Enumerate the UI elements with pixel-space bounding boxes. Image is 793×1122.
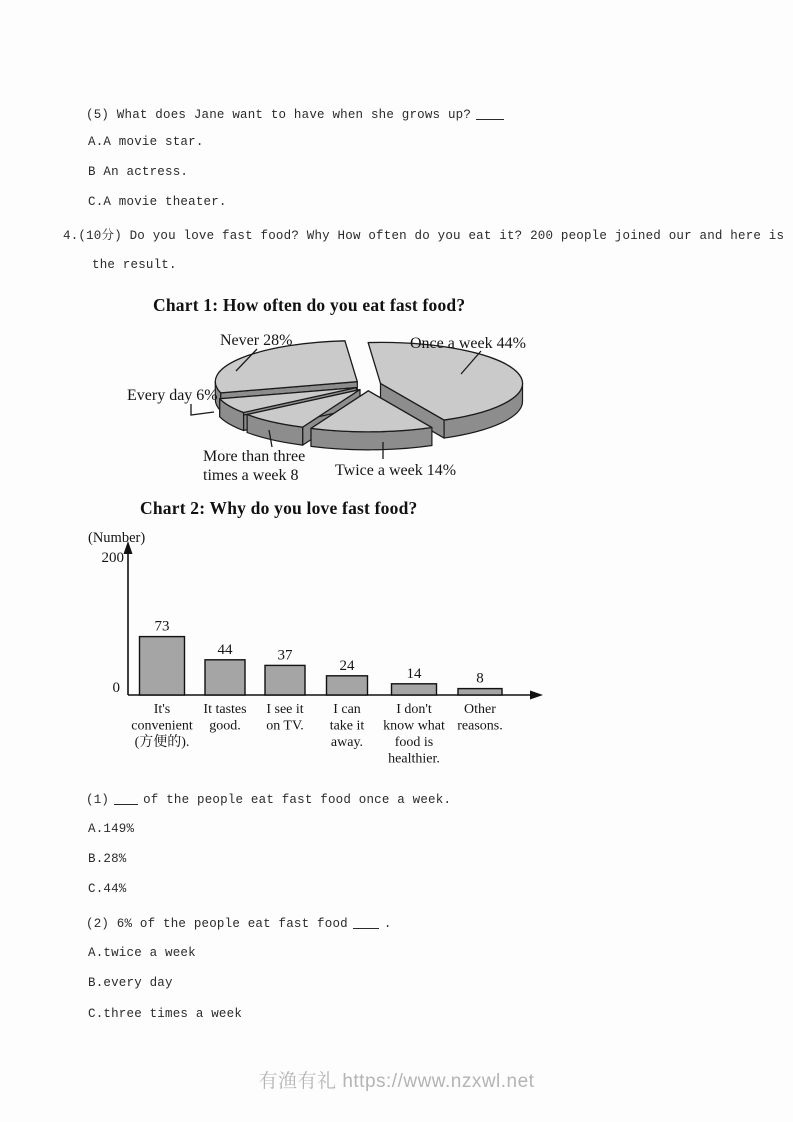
bar-category-label: good. [209, 718, 241, 734]
question-4-2-option-a: A.twice a week [88, 946, 196, 960]
bar-category-label: (方便的). [134, 735, 190, 750]
bar-category-label: reasons. [457, 718, 503, 734]
bar-category-label: I don't [396, 702, 432, 717]
pie-chart-title: Chart 1: How often do you eat fast food? [153, 295, 466, 315]
bar [327, 676, 368, 695]
bar-category-label: convenient [131, 718, 193, 734]
answer-blank [114, 794, 138, 805]
pie-slice-label: Every day 6% [127, 387, 218, 404]
bar-value-label: 73 [154, 618, 170, 635]
question-5-option-c: C.A movie theater. [88, 195, 227, 209]
bar-category-label: healthier. [388, 751, 440, 767]
y-axis-tick-200: 200 [101, 550, 124, 566]
bar-chart-title: Chart 2: Why do you love fast food? [140, 498, 418, 518]
bar [458, 689, 502, 695]
question-4-2-option-b: B.every day [88, 976, 173, 990]
pie-label-leader-line [191, 404, 214, 415]
pie-slice-label: More than three [203, 448, 306, 465]
answer-blank [353, 918, 379, 929]
question-4-1-stem [86, 792, 451, 807]
bar-category-label: know what [383, 718, 445, 734]
bar-chart [82, 525, 552, 787]
pie-slice-label: times a week 8 [203, 467, 299, 484]
pie-chart [120, 318, 560, 494]
bar [392, 684, 437, 695]
question-4-1-prefix: (1) [86, 793, 110, 807]
bar-category-label: away. [330, 735, 364, 750]
question-4-intro-line1: 4.(10分) Do you love fast food? Why How often do you eat it? 200 people joined our and here is [63, 229, 785, 243]
question-4-2-prefix: (2) 6% of the people eat fast food [86, 917, 348, 931]
question-5-option-b: B An actress. [88, 165, 189, 179]
bar [265, 665, 305, 695]
bar-category-label: I can [333, 702, 361, 717]
bar-category-label: I see it [266, 702, 304, 717]
question-4-1-option-a: A.149% [88, 822, 135, 836]
bar-value-label: 44 [217, 641, 233, 658]
bar-category-label: food is [394, 735, 434, 750]
bar-value-label: 24 [339, 657, 355, 674]
bar-category-label: Other [464, 702, 496, 717]
question-5-stem [86, 107, 509, 122]
pie-slice-label: Twice a week 14% [335, 462, 457, 479]
bar-value-label: 37 [277, 647, 293, 664]
bar [140, 637, 185, 695]
y-axis-title: (Number) [88, 530, 146, 546]
question-4-1-option-b: B.28% [88, 852, 127, 866]
question-4-2-suffix: . [383, 917, 392, 931]
bar-category-label: It's [153, 702, 171, 717]
bar-category-label: It tastes [203, 702, 247, 717]
question-5-option-a: A.A movie star. [88, 135, 204, 149]
y-axis-tick-0: 0 [112, 680, 120, 696]
bar-value-label: 8 [476, 670, 484, 687]
bar [205, 660, 245, 695]
question-4-intro-line2: the result. [92, 258, 177, 272]
x-axis-arrow [530, 691, 543, 700]
pie-slice-label: Never 28% [220, 332, 293, 349]
question-4-2-stem [86, 916, 392, 931]
pie-slice-label: Once a week 44% [410, 335, 526, 352]
question-4-1-option-c: C.44% [88, 882, 127, 896]
site-watermark: 有渔有礼 https://www.nzxwl.net [258, 1071, 535, 1092]
bar-category-label: on TV. [266, 718, 304, 734]
question-4-1-suffix: of the people eat fast food once a week. [143, 793, 452, 807]
question-5-stem-text: (5) What does Jane want to have when she grows up? [86, 108, 472, 122]
bar-value-label: 14 [406, 665, 422, 682]
question-4-2-option-c: C.three times a week [88, 1007, 243, 1021]
bar-category-label: take it [329, 718, 365, 734]
answer-blank [476, 109, 504, 120]
